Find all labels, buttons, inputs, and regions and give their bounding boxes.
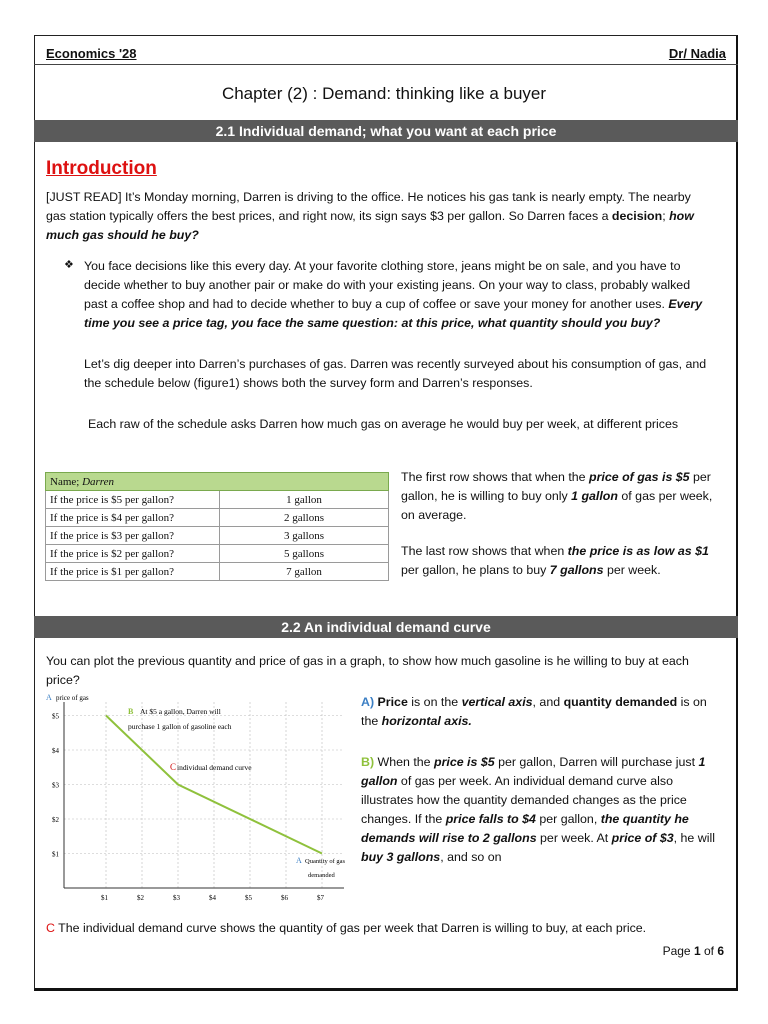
first-row-note: The first row shows that when the price of gas is $5 per gallon, he is willing to buy only 1 gallon of gas per week, on average. — [401, 470, 713, 522]
demand-curve-chart — [44, 690, 354, 905]
x-tick-label: $3 — [173, 894, 180, 902]
respondent-name: Darren — [82, 475, 115, 488]
y-tick-label: $1 — [52, 850, 59, 859]
x-axis-label-line1: Quantity of gas — [305, 858, 346, 865]
y-tick-label: $5 — [52, 712, 59, 721]
point-a-text: A) Price is on the vertical axis, and quantity demanded is on the horizontal axis. — [361, 695, 707, 728]
header-rule — [34, 64, 738, 65]
table-row: If the price is $1 per gallon? 7 gallon — [46, 563, 389, 581]
y-tick-label: $2 — [52, 816, 59, 824]
x-tick-label: $1 — [101, 894, 108, 902]
x-axis-label-line2: demanded — [308, 872, 335, 879]
author-name: Dr/ Nadia — [668, 46, 726, 61]
x-tick-label: $4 — [209, 894, 216, 902]
x-tick-label: $6 — [281, 894, 288, 902]
last-row-note: The last row shows that when the price is as low as $1 per gallon, he plans to buy 7 gallons per week. — [401, 544, 709, 577]
y-tick-label: $4 — [52, 747, 59, 755]
y-axis-mark: A — [46, 693, 52, 702]
page-number: Page 1 of 6 — [662, 944, 724, 958]
intro-paragraph: [JUST READ] It’s Monday morning, Darren is driving to the office. He notices his gas tank is nearly empty. The nearby gas station typically offers the best prices, and right now, its sign says $3 per gallon. So Darren faces a decision; how much gas should he buy? — [46, 190, 694, 242]
plot-intro-paragraph: You can plot the previous quantity and price of gas in a graph, to show how much gasoline is he willing to buy at each price? — [46, 654, 689, 687]
annotation-c-label: individual demand curve — [177, 763, 252, 772]
demand-schedule-table — [45, 472, 389, 581]
point-b-text: B) When the price is $5 per gallon, Darren will purchase just 1 gallon of gas per week. An individual demand curve also illustrates how the quantity demanded changes as the price changes. If the price falls to $4 per gallon, the quantity he demands will rise to 2 gallons per week. At price of $3, he will buy 3 gallons, and so on — [361, 755, 715, 864]
point-c-text: C The individual demand curve shows the quantity of gas per week that Darren is willing to buy, at each price. — [46, 921, 647, 935]
annotation-b-line1: At $5 a gallon, Darren will — [140, 707, 221, 716]
section-bar-2-1: 2.1 Individual demand; what you want at each price — [34, 120, 738, 142]
x-axis-mark: A — [296, 856, 302, 865]
schedule-intro-paragraph: Each raw of the schedule asks Darren how much gas on average he would buy per week, at different prices — [88, 417, 679, 431]
x-tick-label: $2 — [137, 894, 144, 902]
x-tick-label: $5 — [245, 894, 252, 902]
table-row: If the price is $3 per gallon? 3 gallons — [46, 527, 389, 545]
annotation-b-line2: purchase 1 gallon of gasoline each — [128, 722, 232, 731]
x-tick-label: $7 — [317, 894, 324, 902]
section-bar-2-2: 2.2 An individual demand curve — [34, 616, 738, 638]
y-axis-label: price of gas — [56, 694, 89, 702]
course-name: Economics '28 — [46, 46, 137, 61]
survey-paragraph: Let’s dig deeper into Darren’s purchases of gas. Darren was recently surveyed about his consumption of gas, and the schedule below (figure1) shows both the survey form and Darren’s responses. — [84, 357, 707, 390]
table-row: If the price is $4 per gallon? 2 gallons — [46, 509, 389, 527]
table-row: If the price is $5 per gallon? 1 gallon — [46, 491, 389, 509]
chapter-title: Chapter (2) : Demand: thinking like a buyer — [221, 84, 547, 103]
table-row: If the price is $2 per gallon? 5 gallons — [46, 545, 389, 563]
bullet-paragraph: You face decisions like this every day. At your favorite clothing store, jeans might be on sale, and you have to decide whether to buy another pair or make do with your existing jeans. On your way to class, probably walked past a coffee shop and had to decide whether to buy a cup of coffee or save your money for another uses. Every time you see a price tag, you face the same question: at this price, what quantity should you buy? — [84, 259, 703, 330]
y-tick-label: $3 — [52, 781, 59, 790]
intro-heading: Introduction — [46, 158, 157, 179]
schedule-name-row: Name; Darren — [46, 473, 389, 491]
annotation-c-mark: C — [170, 762, 177, 772]
diamond-bullet-icon: ❖ — [64, 259, 74, 271]
annotation-b-mark: B — [128, 707, 134, 716]
